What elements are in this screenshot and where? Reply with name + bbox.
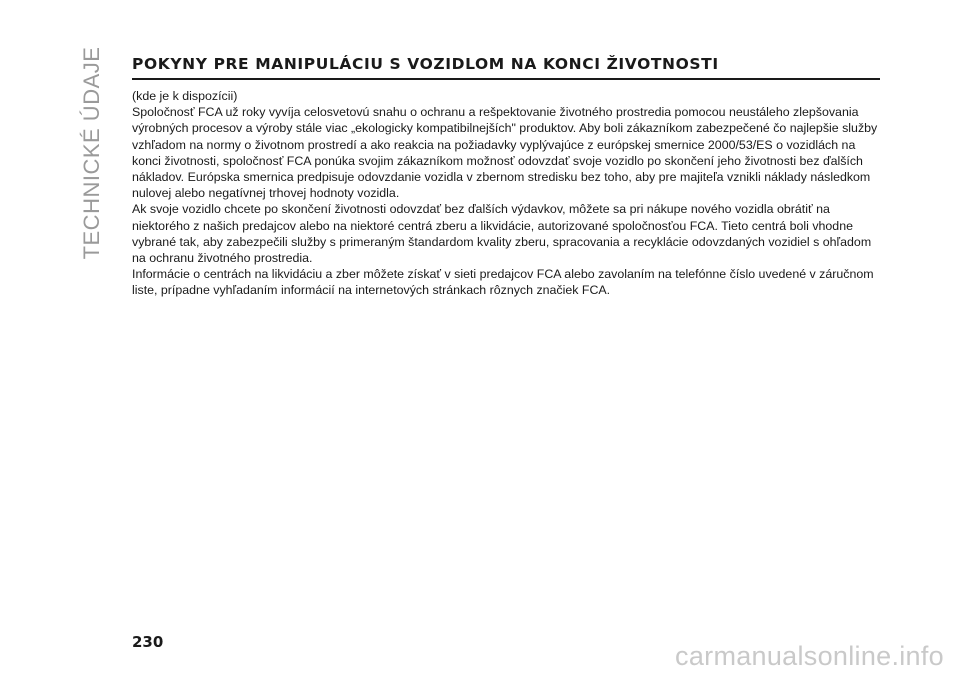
- page-content: [132, 54, 880, 299]
- page-number: 230: [132, 633, 164, 651]
- paragraph-availability-note: (kde je k dispozícii): [132, 89, 238, 103]
- watermark: carmanualsonline.info: [675, 641, 944, 671]
- side-tab-label: TECHNICKÉ ÚDAJE: [79, 46, 104, 260]
- paragraph-vehicle-return: Ak svoje vozidlo chcete po skončení životnosti odovzdať bez ďalších výdavkov, môžete sa pri nákupe nového vozidla obrátiť na niektorého z našich predajcov alebo na niektoré centrá zberu a likvidácie, autorizované spoločnosťou FCA. Tieto centrá boli vhodne vybrané tak, aby zabezpečili služby s primeraným štandardom kvality zberu, spracovania a recyklácie odovzdaných vozidiel s ohľadom na ochranu životného prostredia.: [132, 202, 872, 266]
- paragraph-environment-commitment: Spoločnosť FCA už roky vyvíja celosvetovú snahu o ochranu a rešpektovanie životného prostredia pomocou neustáleho zlepšovania výrobných procesov a výroby stále viac „ekologicky kompatibilnejších" produktov. Aby boli zákazníkom zabezpečené čo najlepšie služby vzhľadom na normy o životnom prostredí a ako reakcia na požiadavky vyplývajúce z európskej smernice 2000/53/ES o vozidlách na konci životnosti, spoločnosť FCA ponúka svojim zákazníkom možnosť odovzdať svoje vozidlo po skončení jeho životnosti bez ďalších nákladov. Európska smernica predpisuje odovzdanie vozidla v zbernom stredisku bez toho, aby pre majiteľa vznikli náklady následkom nulovej alebo negatívnej trhovej hodnoty vozidla.: [132, 105, 878, 201]
- paragraph-information-sources: Informácie o centrách na likvidáciu a zber môžete získať v sieti predajcov FCA alebo zavolaním na telefónne číslo uvedené v záručnom liste, prípadne vyhľadaním informácií na internetových stránkach rôznych značiek FCA.: [132, 267, 874, 298]
- section-title: POKYNY PRE MANIPULÁCIU S VOZIDLOM NA KONCI ŽIVOTNOSTI: [132, 54, 880, 80]
- section-body: [132, 88, 880, 299]
- section-side-tab: [72, 46, 112, 260]
